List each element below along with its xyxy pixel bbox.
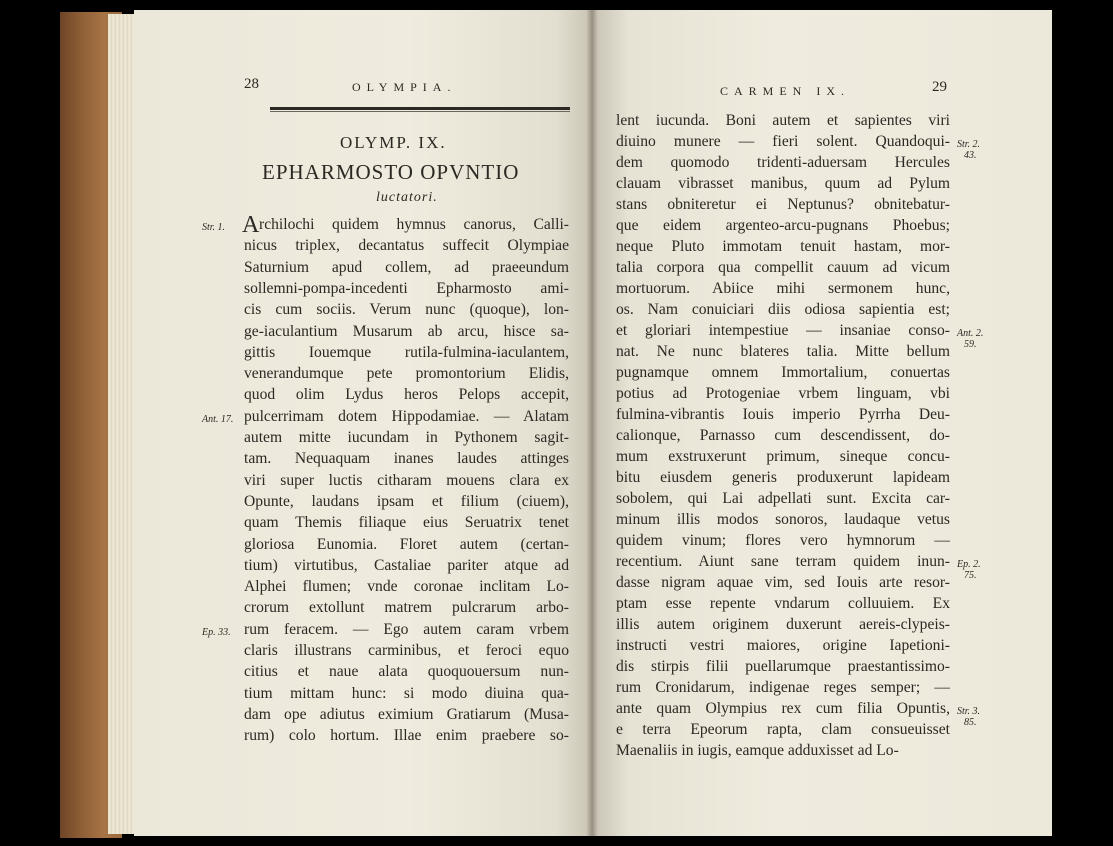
left-running-head: OLYMPIA. — [352, 80, 457, 94]
text-line: quod olim Lydus heros Pelops accepit, — [244, 386, 569, 404]
margin-mark: Str. 2. — [957, 139, 981, 150]
drop-cap: A — [242, 212, 260, 238]
text-line: diuino munere — fieri solent. Quandoqui- — [616, 133, 950, 150]
text-line: rum Cronidarum, indigenae reges semper; — — [616, 679, 950, 696]
text-line: clauam vibrasset manibus, quum ad Pylum — [616, 175, 950, 192]
text-line: rum feracem. — Ego autem caram vrbem — [244, 620, 569, 638]
text-line: illis autem originem duxerunt aereis-clypeis- — [616, 616, 950, 633]
text-line: gittis Iouemque rutila-fulmina-iaculantem, — [244, 343, 569, 361]
text-line: Alphei flumen; vnde coronae inclitam Lo- — [244, 578, 569, 596]
text-line: quam Themis filiaque eius Seruatrix tenet — [244, 514, 569, 532]
margin-mark: Ant. 2. — [957, 328, 984, 339]
text-line: Saturnium apud collem, ad praeeundum — [244, 258, 569, 276]
header-rule — [270, 107, 570, 110]
text-line: gloriosa Eunomia. Floret autem (certan- — [244, 535, 569, 553]
text-line: et gloriari intempestiue — insaniae conso- — [616, 322, 950, 339]
text-line: pugnamque omnem Immortalium, conuertas — [616, 364, 950, 381]
margin-mark: Str. 3. — [957, 706, 981, 717]
text-line: minum illis modos sonoros, laudaque vetus — [616, 511, 950, 528]
text-line: crorum extollunt matrem pulcrarum arbo- — [244, 599, 569, 617]
margin-mark: Ep. 33. — [202, 626, 231, 638]
text-line: venerandumque pete promontorium Elidis, — [244, 365, 569, 383]
text-line: dis stirpis filii puellarumque praestantissimo- — [616, 658, 950, 675]
text-line: bitu eiusdem generis produxerunt lapideam — [616, 469, 950, 486]
text-line: mum exstruxerunt primum, sineque concu- — [616, 448, 950, 465]
text-line: talia corpora qua compellit cauum ad vicum — [616, 259, 950, 276]
ode-subtitle: luctatori. — [376, 190, 438, 205]
text-line: quidem vinum; flores vero hymnorum — — [616, 532, 950, 549]
margin-verse-number: 43. — [964, 150, 977, 161]
text-line: ge-iaculantium Musarum ab arcu, hisce sa- — [244, 322, 569, 340]
margin-mark: Str. 1. — [202, 222, 226, 233]
text-line: os. Nam conuiciari diis odiosa sapientia est; — [616, 301, 950, 318]
text-line: ptam esse repente vndarum colluuiem. Ex — [616, 595, 950, 612]
text-line: claris illustrans carminibus, et feroci equo — [244, 642, 569, 659]
text-line: tam. Nequaquam inanes laudes attinges — [244, 450, 569, 468]
text-line: potius ad Protogeniae vrbem linguam, vbi — [616, 385, 950, 402]
text-line: e terra Epeorum rapta, clam consueuisset — [616, 721, 950, 738]
text-line: ante quam Olympius rex cum filia Opuntis, — [616, 700, 950, 717]
margin-verse-number: 75. — [964, 570, 977, 581]
text-line: Maenaliis in iugis, eamque adduxisset ad Lo- — [616, 742, 899, 759]
text-line: cis cum sociis. Verum nunc (quoque), lon- — [244, 301, 569, 319]
text-line: sobolem, qui Lai adpellati sunt. Excita car- — [616, 490, 950, 507]
ode-dedication: EPHARMOSTO OPVNTIO — [262, 160, 520, 184]
text-line: stans obniteretur ei Neptunus? obnitebatur- — [616, 196, 950, 213]
text-line: citius et naue alata quoquouersum nun- — [244, 663, 569, 681]
text-line: dem quomodo tridenti-aduersam Hercules — [616, 154, 950, 171]
text-line: lent iucunda. Boni autem et sapientes viri — [616, 112, 950, 129]
ode-number: OLYMP. IX. — [340, 133, 447, 152]
text-line: nat. Ne nunc blateres talia. Mitte bellum — [616, 343, 950, 360]
margin-verse-number: 85. — [964, 717, 977, 728]
margin-verse-number: 59. — [964, 339, 977, 350]
text-line: instructi vestri maiores, origine Iapetioni- — [616, 637, 950, 654]
text-line: viri super luctis citharam mouens clara ex — [244, 471, 569, 489]
text-line: calionque, Parnasso cum descendissent, do- — [616, 427, 950, 444]
text-line: pulcerrimam dotem Hippodamiae. — Alatam — [244, 407, 569, 425]
right-running-head: CARMEN IX. — [720, 84, 851, 98]
text-line: tium) virtutibus, Castaliae pariter atque ad — [244, 556, 569, 574]
text-line: que eidem argenteo-arcu-pugnans Phoebus; — [616, 217, 950, 234]
text-line: tium mittam hunc: si modo diuina qua- — [244, 684, 569, 702]
margin-mark: Ant. 17. — [202, 413, 234, 425]
text-line: mortuorum. Abiice mihi sermonem hunc, — [616, 280, 950, 297]
text-line: dam ope adiutus eximium Gratiarum (Musa- — [244, 705, 569, 723]
text-line: dasse nigram aquae vim, sed Iouis arte resor- — [616, 574, 950, 591]
text-line: rum) colo hortum. Illae enim praebere so- — [244, 727, 569, 745]
left-page-number: 28 — [244, 76, 259, 92]
text-line: sollemni-pompa-incedenti Epharmosto ami- — [244, 279, 569, 297]
text-line: autem mitte iucundam in Pythonem sagit- — [244, 429, 569, 446]
right-page-number: 29 — [932, 79, 947, 95]
text-line: Opunte, laudans ipsam et filium (ciuem), — [244, 492, 569, 510]
header-rule-thin — [270, 111, 570, 112]
text-line: fulmina-vibrantis Iouis imperio Pyrrha Deu- — [616, 406, 950, 423]
text-line: recentium. Aiunt sane terram quidem inun- — [616, 553, 950, 570]
text-line: nicus triplex, decantatus suffecit Olympiae — [244, 237, 569, 255]
book-gutter — [586, 10, 598, 836]
text-line: neque Pluto immotam tenuit hastam, mor- — [616, 238, 950, 255]
text-line: rchilochi quidem hymnus canorus, Calli- — [259, 216, 569, 233]
margin-mark: Ep. 2. — [957, 559, 981, 570]
